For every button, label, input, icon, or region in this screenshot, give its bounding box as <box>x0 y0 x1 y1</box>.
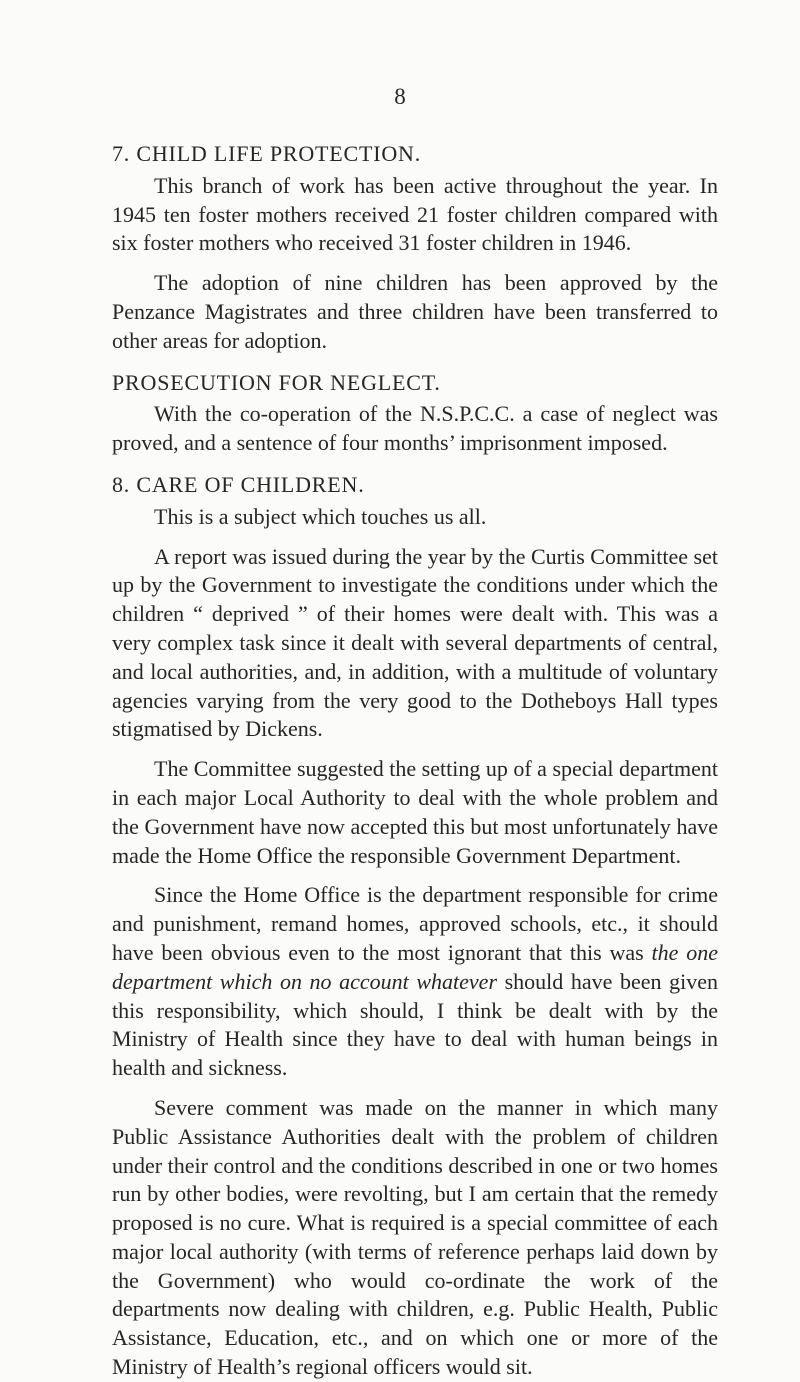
paragraph-special-department: The Committee suggested the setting up of a special department in each major Local Authority to deal with the whole problem and the Government have now accepted this but most unfortunately have made the Home Office the responsible Government Department. <box>112 756 718 868</box>
page-number: 8 <box>394 84 406 109</box>
heading-child-life-protection: 7. CHILD LIFE PROTECTION. <box>112 141 422 166</box>
paragraph-foster-children: This branch of work has been active throughout the year. In 1945 ten foster mothers received 21 foster children compared with six foster mothers who received 31 foster children in 1946. <box>112 172 718 256</box>
paragraph-curtis-committee-report: A report was issued during the year by the Curtis Committee set up by the Government to investigate the conditions under which the children “ deprived ” of their homes were dealt with. This was a very complex task since it dealt with several departments of central, and local authorities, and, in addition, with a multitude of voluntary agencies varying from the very good to the Dotheboys Hall types stigmatised by Dickens. <box>112 543 718 742</box>
paragraph-neglect-case: With the co-operation of the N.S.P.C.C. a case of neglect was proved, and a sentence of four months’ imprisonment imposed. <box>112 401 718 456</box>
heading-care-of-children: 8. CARE OF CHILDREN. <box>112 471 365 497</box>
paragraph-home-office-text-before: Since the Home Office is the department responsible for crime and punishment, remand homes, approved schools, etc., it should have been obvious even to the most ignorant that this was <box>112 882 718 965</box>
paragraph-adoption: The adoption of nine children has been approved by the Penzance Magistrates and three children have been transferred to other areas for adoption. <box>112 270 718 353</box>
paragraph-subject-touches-all: This is a subject which touches us all. <box>154 503 487 529</box>
document-body <box>112 140 718 1382</box>
paragraph-home-office-responsibility <box>112 881 718 1083</box>
heading-prosecution-for-neglect: PROSECUTION FOR NEGLECT. <box>112 369 441 395</box>
paragraph-public-assistance-comment: Severe comment was made on the manner in which many Public Assistance Authorities dealt with the problem of children under their control and the conditions described in one or two homes run by other bodies, were revolting, but I am certain that the remedy proposed is no cure. What is required is a special committee of each major local authority (with terms of reference perhaps laid down by the Government) who would co-ordinate the work of the departments now dealing with children, e.g. Public Health, Public Assistance, Education, etc., and on which one or more of the Ministry of Health’s regional officers would sit. <box>112 1094 718 1380</box>
paragraph-home-office-text-after: should have been given this responsibility, which should, I think be dealt with by the Ministry of Health since they have to deal with human beings in health and sickness. <box>112 968 718 1081</box>
paragraph-home-office-italic-text: the one department which on no account whatever <box>112 939 718 994</box>
